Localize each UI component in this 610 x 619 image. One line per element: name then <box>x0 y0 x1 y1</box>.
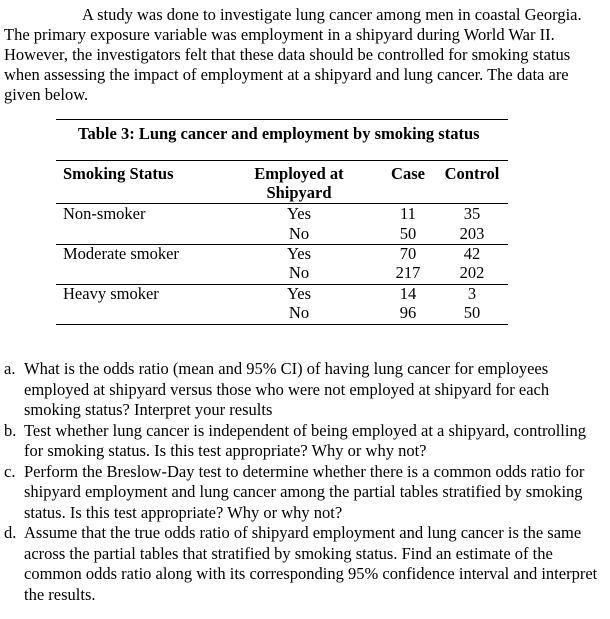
question-list <box>4 359 604 605</box>
question-marker: c. <box>4 461 16 481</box>
table-top-rule <box>56 119 508 120</box>
table-title: Table 3: Lung cancer and employment by smoking status <box>78 124 480 143</box>
table-row-employed: No <box>288 263 310 282</box>
table-bottom-rule <box>56 324 508 325</box>
question-text: Assume that the true odds ratio of shipyard employment and lung cancer is the same across the partial tables that stratified by smoking status. Find an estimate of the common odds ratio along with its corresponding 95% confidence interval and interpret the results. <box>24 523 598 604</box>
header-control: Control <box>444 164 500 183</box>
intro-paragraph: A study was done to investigate lung cancer among men in coastal Georgia. The primary exposure variable was employment in a shipyard during World War II. However, the investigators felt that these data should be controlled for smoking status when assessing the impact of employment at a shipyard and lung cancer. The data are given below. <box>4 5 582 104</box>
table-row-status: Moderate smoker <box>63 244 179 263</box>
table-row-status: Non-smoker <box>63 204 146 223</box>
question-item <box>4 462 604 524</box>
table-header-top-rule <box>56 160 508 161</box>
question-text: Perform the Breslow-Day test to determine whether there is a common odds ratio for shipyard employment and lung cancer among the partial tables stratified by smoking status. Is this test appropriate? Why or why not? <box>24 461 585 522</box>
table-row-case: 96 <box>399 303 417 322</box>
header-case: Case <box>391 164 425 183</box>
header-employed-line2: Shipyard <box>266 183 332 202</box>
table-row-employed: Yes <box>286 244 311 263</box>
question-marker: a. <box>4 359 16 378</box>
header-employed-line1: Employed at <box>254 164 344 183</box>
table-row-case: 50 <box>399 224 417 243</box>
table-row-control: 50 <box>463 303 481 322</box>
table-row-control: 35 <box>463 204 481 223</box>
question-item <box>4 523 604 605</box>
table-row-employed: Yes <box>286 204 311 223</box>
question-marker: d. <box>4 523 17 542</box>
table-row-employed: Yes <box>286 284 311 303</box>
question-text: What is the odds ratio (mean and 95% CI) of having lung cancer for employees employed at shipyard versus those who were not employed at shipyard for each smoking status? Interpret your results <box>24 359 550 419</box>
question-text: Test whether lung cancer is independent of being employed at a shipyard, controlling for smoking status. Is this test appropriate? Why or why not? <box>24 420 586 460</box>
table-row-employed: No <box>288 224 310 243</box>
table-row-case: 14 <box>399 284 417 303</box>
table-row-control: 202 <box>459 263 485 282</box>
header-smoking-status: Smoking Status <box>63 164 174 183</box>
table-row-case: 217 <box>395 263 421 282</box>
table-row-status: Heavy smoker <box>63 284 159 303</box>
question-item <box>4 421 604 462</box>
table-row-case: 11 <box>400 204 416 223</box>
question-item <box>4 359 604 421</box>
table-row-control: 3 <box>467 284 477 303</box>
table-row-employed: No <box>288 303 310 322</box>
table-row-control: 203 <box>459 224 485 243</box>
table-row-case: 70 <box>399 244 417 263</box>
table-row-control: 42 <box>463 244 481 263</box>
question-marker: b. <box>4 420 17 440</box>
